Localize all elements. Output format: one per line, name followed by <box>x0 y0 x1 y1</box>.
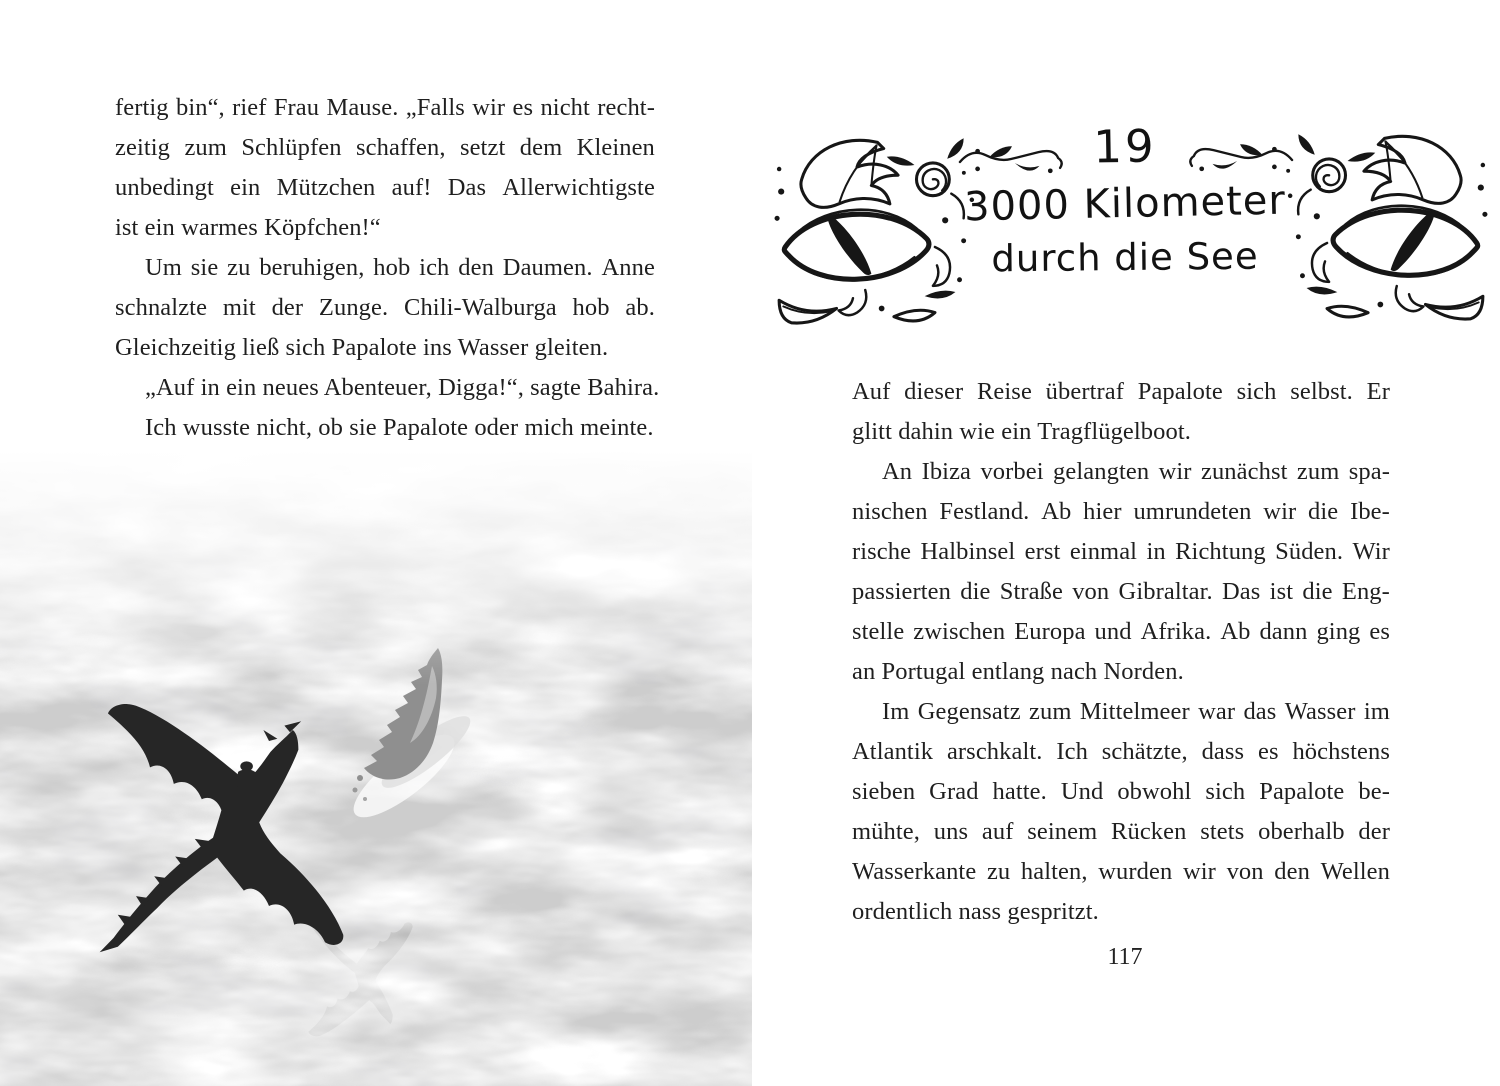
text-line: ordentlich nass gespritzt. <box>852 898 1099 925</box>
text-line: Wasserkante zu halten, wurden wir von den Wellen <box>852 858 1390 885</box>
text-line: Atlantik arschkalt. Ich schätzte, dass es höchstens <box>852 738 1390 765</box>
page-number: 117 <box>1107 944 1143 970</box>
text-line: An Ibiza vorbei gelangten wir zunächst zum spa- <box>882 458 1390 485</box>
text-line: passierten die Straße von Gibraltar. Das ist die Eng- <box>852 578 1390 605</box>
chapter-title-line1: 3000 Kilometer <box>963 177 1287 231</box>
text-line: nischen Festland. Ab hier umrundeten wir die Ibe- <box>852 498 1390 525</box>
right-page-text <box>852 372 1390 932</box>
sea-illustration <box>0 450 752 1086</box>
text-line: fertig bin“, rief Frau Mause. „Falls wir es nicht recht- <box>115 94 655 121</box>
text-line: an Portugal entlang nach Norden. <box>852 658 1184 685</box>
left-page-text <box>115 88 660 448</box>
text-line: ist ein warmes Köpfchen!“ <box>115 214 381 241</box>
text-line: Auf dieser Reise übertraf Papalote sich selbst. Er <box>852 378 1390 405</box>
text-line: Gleichzeitig ließ sich Papalote ins Wasser gleiten. <box>115 334 609 361</box>
text-line: zeitig zum Schlüpfen schaffen, setzt dem Kleinen <box>115 134 655 161</box>
text-line: „Auf in ein neues Abenteuer, Digga!“, sagte Bahira. <box>145 374 660 401</box>
text-line: Im Gegensatz zum Mittelmeer war das Wasser im <box>882 698 1390 725</box>
chapter-heading <box>855 118 1395 284</box>
chapter-title-line2: durch die See <box>991 234 1259 281</box>
text-line: rische Halbinsel erst einmal in Richtung Süden. Wir <box>852 538 1390 565</box>
text-line: glitt dahin wie ein Tragflügelboot. <box>852 418 1191 445</box>
text-line: unbedingt ein Mützchen auf! Das Allerwichtigste <box>115 174 655 201</box>
text-line: Ich wusste nicht, ob sie Papalote oder mich meinte. <box>145 414 654 441</box>
chapter-number: 19 <box>1092 119 1158 174</box>
text-line: mühte, uns auf seinem Rücken stets oberhalb der <box>852 818 1390 845</box>
text-line: schnalzte mit der Zunge. Chili-Walburga hob ab. <box>115 294 655 321</box>
text-line: Um sie zu beruhigen, hob ich den Daumen. Anne <box>145 254 655 281</box>
text-line: stelle zwischen Europa und Afrika. Ab dann ging es <box>852 618 1390 645</box>
text-line: sieben Grad hatte. Und obwohl sich Papalote be- <box>852 778 1390 805</box>
